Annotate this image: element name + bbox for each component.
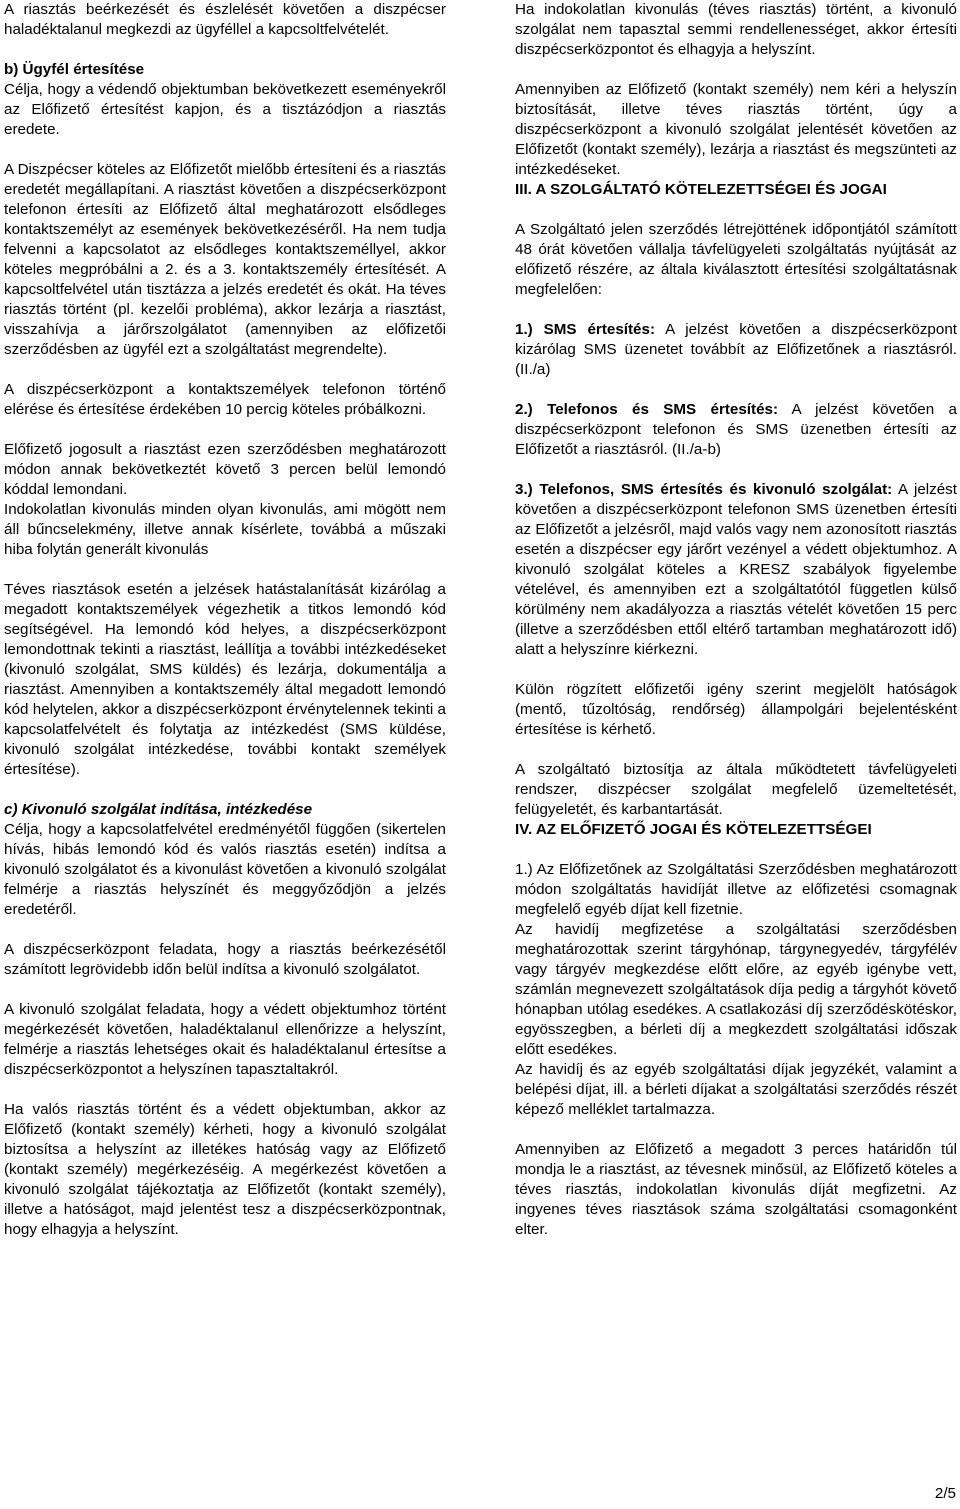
paragraph: A diszpécserközpont feladata, hogy a riasztás beérkezésétől számított legrövidebb időn belül indítsa a kivonuló szolgálatot. [4, 941, 446, 978]
paragraph: Az havidíj megfizetése a szolgáltatási szerződésben meghatározottak szerint tárgyhónap, tárgynegyedév, tárgyfélév vagy tárgyév megkezdése előtt előre, az egyéb igénybe vett, számlán megnevezett szolgáltatások díja pedig a tárgyhót követő hónapban utólag esedékes. A csatlakozási díj szerződéskötéskor, egyösszegben, a bérleti díj a megkezdett szolgáltatási időszak előtt esedékes. [515, 921, 957, 1058]
paragraph: Célja, hogy a védendő objektumban bekövetkezett eseményekről az Előfizető értesítést kapjon, és a tisztázódjon a riasztás eredete. [4, 81, 446, 138]
paragraph: Az havidíj és az egyéb szolgáltatási díjak jegyzékét, valamint a belépési díjat, ill. a bérleti díjakat a szolgáltatási szerződés részét képező melléklet tartalmazza. [515, 1061, 957, 1118]
paragraph: A diszpécserközpont a kontaktszemélyek telefonon történő elérése és értesítése érdekében 10 percig köteles próbálkozni. [4, 381, 446, 418]
list-item-text: A jelzést követően a diszpécserközpont kizárólag SMS üzenetet továbbít az Előfizetőnek a riasztásról. (II./a) [515, 321, 957, 378]
list-item [515, 320, 957, 380]
paragraph: Ha indokolatlan kivonulás (téves riasztás) történt, a kivonuló szolgálat nem tapasztal semmi rendellenességet, akkor értesíti diszpécserközpontot és elhagyja a helyszínt. [515, 1, 957, 58]
paragraph: 1.) Az Előfizetőnek az Szolgáltatási Szerződésben meghatározott módon szolgáltatás havidíját illetve az előfizetési csomagnak megfelelő egyéb díjat kell fizetnie. [515, 861, 957, 918]
list-item-label: 1.) SMS értesítés: [515, 321, 656, 338]
left-column [4, 0, 446, 1240]
paragraph: A riasztás beérkezését és észlelését követően a diszpécser haladéktalanul megkezdi az ügyféllel a kapcsoltfelvételét. [4, 1, 446, 38]
paragraph: A Diszpécser köteles az Előfizetőt mielőbb értesíteni és a riasztás eredetét megállapítani. A riasztást követően a diszpécserközpont telefonon értesíti az Előfizető által meghatározott elsődleges kontaktszemélyt az események bekövetkezéséről. Ha nem tudja felvenni a kapcsolatot az elsődleges kontaktszeméllyel, akkor köteles megpróbálni a 2. és a 3. kontaktszemély értesítését. A kapcsoltfelvétel után tisztázza a jelzés eredetét és okát. Ha téves riasztás történt (pl. kezelői probléma), akkor lezárja a riasztást, visszahívja a járőrszolgálatot (amennyiben az előfizetői szerződésben az ügyfél ezt a szolgáltatást megrendelte). [4, 161, 446, 358]
list-item-label: 2.) Telefonos és SMS értesítés: [515, 401, 779, 418]
paragraph: A szolgáltató biztosítja az általa működtetett távfelügyeleti rendszer, diszpécser szolgálat megfelelő üzemeltetését, felügyeletét, és karbantartását. [515, 761, 957, 818]
paragraph: Indokolatlan kivonulás minden olyan kivonulás, ami mögött nem áll bűncselekmény, illetve annak kísérlete, továbbá a műszaki hiba folytán generált kivonulás [4, 501, 446, 558]
list-item-label: 3.) Telefonos, SMS értesítés és kivonuló szolgálat: [515, 481, 893, 498]
page-number: 2/5 [934, 1485, 956, 1502]
paragraph: Amennyiben az Előfizető a megadott 3 perces határidőn túl mondja le a riasztást, az tévesnek minősül, az Előfizető köteles a téves riasztás, indokolatlan kivonulás díját megfizetni. Az ingyenes téves riasztások száma szolgáltatási csomagonként elter. [515, 1141, 957, 1238]
paragraph: Előfizető jogosult a riasztást ezen szerződésben meghatározott módon annak bekövetkeztét követő 3 percen belül lemondó kóddal lemondani. [4, 441, 446, 498]
section-iv-title: IV. AZ ELŐFIZETŐ JOGAI ÉS KÖTELEZETTSÉGEI [515, 821, 872, 838]
list-item-text: A jelzést követően a diszpécserközpont telefonon SMS üzenetben értesíti az Előfizetőt a jelzésről, majd valós vagy nem azonosított riasztás esetén a diszpécser egy járőrt vezényel a védett objektumhoz. A kivonuló szolgálat köteles a KRESZ szabályok figyelembe vételével, és amennyiben ezt a szolgáltatótól független külső körülmény nem akadályozza a riasztás vételét követően 15 perc (illetve a szerződésben ettől eltérő tartamban meghatározott idő) alatt a helyszínre kiérkezni. [515, 481, 957, 658]
list-item [515, 480, 957, 660]
section-c-heading: c) Kivonuló szolgálat indítása, intézkedése [4, 801, 313, 818]
section-iii-title: III. A SZOLGÁLTATÓ KÖTELEZETTSÉGEI ÉS JOGAI [515, 181, 887, 198]
paragraph: Amennyiben az Előfizető (kontakt személy) nem kéri a helyszín biztosítását, illetve téves riasztás történt, úgy a diszpécserközpont a kivonuló szolgálat jelentését követően az Előfizetőt (kontakt személy), lezárja a riasztást és megszünteti az intézkedéseket. [515, 81, 957, 178]
paragraph: Célja, hogy a kapcsolatfelvétel eredményétől függően (sikertelen hívás, hibás lemondó kód és valós riasztás esetén) indítsa a kivonuló szolgálatot és a kivonulást követően a kivonuló szolgálat felmérje a riasztás helyszínét és meggyőződjön a jelzés eredetéről. [4, 821, 446, 918]
paragraph: Téves riasztások esetén a jelzések hatástalanítását kizárólag a megadott kontaktszemélyek végezhetik a titkos lemondó kód segítségével. Ha lemondó kód helyes, a diszpécserközpont lemondottnak tekinti a riasztást, leállítja a további intézkedéseket (kivonuló szolgálat, SMS küldés) és lezárja, dokumentálja a riasztást. Amennyiben a kontaktszemély által megadott lemondó kód helytelen, akkor a diszpécserközpont érvénytelennek tekinti a kapcsolatfelvételt és folytatja az intézkedést (SMS küldése, kivonuló szolgálat intézkedése, további kontakt személyek értesítése). [4, 581, 446, 778]
paragraph: A Szolgáltató jelen szerződés létrejöttének időpontjától számított 48 órát követően vállalja távfelügyeleti szolgáltatás nyújtását az előfizető részére, az általa kiválasztott értesítési szolgáltatásnak megfelelően: [515, 221, 957, 298]
right-column [515, 0, 957, 1240]
paragraph: Külön rögzített előfizetői igény szerint megjelölt hatóságok (mentő, tűzoltóság, rendőrség) állampolgári bejelentésként értesítése is kérhető. [515, 681, 957, 738]
section-b-heading: b) Ügyfél értesítése [4, 61, 145, 78]
paragraph: A kivonuló szolgálat feladata, hogy a védett objektumhoz történt megérkezését követően, haladéktalanul ellenőrizze a helyszínt, felmérje a riasztás lehetséges okait és haladéktalanul értesítse a diszpécserközpontot a helyszínen tapasztaltakról. [4, 1001, 446, 1078]
list-item [515, 400, 957, 460]
list-item-text: A jelzést követően a diszpécserközpont telefonon és SMS üzenetben értesíti az Előfizetőt a riasztásról. (II./a-b) [515, 401, 957, 458]
paragraph: Ha valós riasztás történt és a védett objektumban, akkor az Előfizető (kontakt személy) kérheti, hogy a kivonuló szolgálat biztosítsa a helyszínt az illetékes hatóság vagy az Előfizető (kontakt személy) megérkezéséig. A megérkezést követően a kivonuló szolgálat tájékoztatja az Előfizetőt (kontakt személy), illetve a hatóságot, majd jelentést tesz a diszpécserközpontnak, hogy elhagyja a helyszínt. [4, 1101, 446, 1238]
